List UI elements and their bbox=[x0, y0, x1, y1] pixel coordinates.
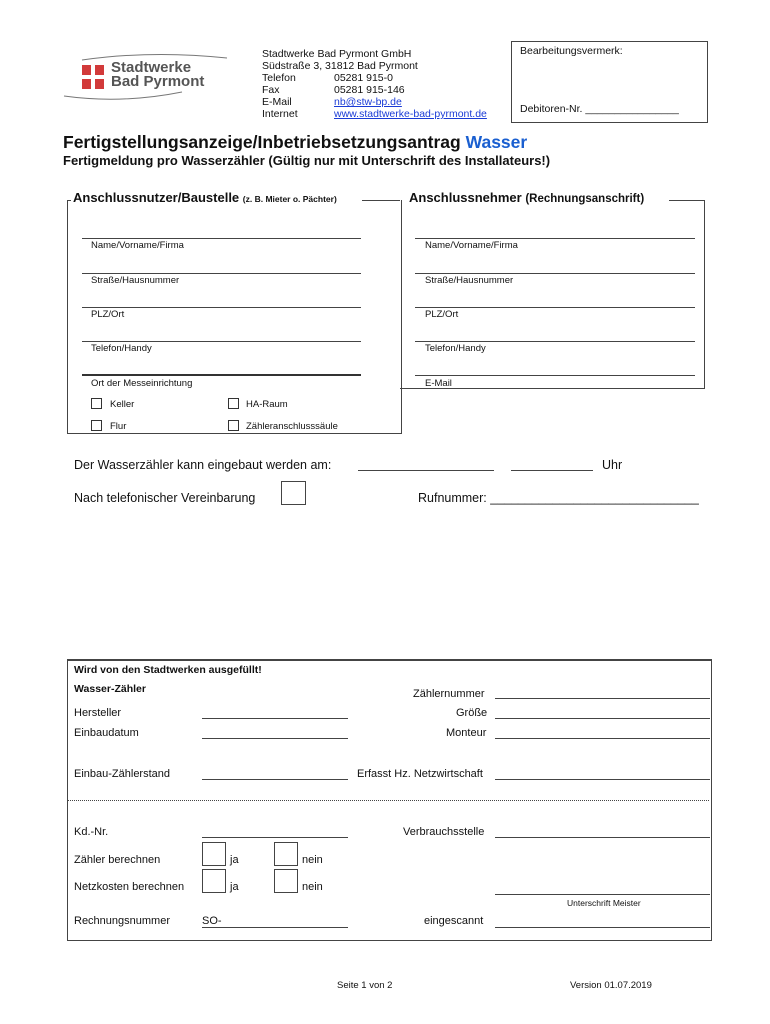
page-subtitle: Fertigmeldung pro Wasserzähler (Gültig nur mit Unterschrift des Installateurs!) bbox=[63, 153, 551, 168]
logo-text-line2: Bad Pyrmont bbox=[111, 73, 205, 90]
netzkosten-ja-label: ja bbox=[230, 881, 239, 893]
right-name-line[interactable] bbox=[415, 238, 695, 239]
left-frame-top-right bbox=[362, 200, 400, 201]
left-phone-label: Telefon/Handy bbox=[91, 343, 152, 354]
rufnummer-field[interactable]: Rufnummer: ______________________________ bbox=[418, 491, 699, 505]
right-frame bbox=[400, 200, 705, 389]
office-divider bbox=[68, 800, 709, 801]
einbau-zaehlerstand-line[interactable] bbox=[202, 779, 348, 780]
email-link[interactable]: nb@stw-bp.de bbox=[334, 96, 402, 108]
einbaudatum-line[interactable] bbox=[202, 738, 348, 739]
uhr-label: Uhr bbox=[602, 458, 623, 472]
right-phone-line[interactable] bbox=[415, 341, 695, 342]
netzwirtschaft-line[interactable] bbox=[495, 779, 710, 780]
monteur-line[interactable] bbox=[495, 738, 710, 739]
monteur-label: Monteur bbox=[446, 727, 487, 739]
left-name-label: Name/Vorname/Firma bbox=[91, 240, 184, 251]
office-subheading: Wasser-Zähler bbox=[74, 683, 146, 695]
right-name-label: Name/Vorname/Firma bbox=[425, 240, 518, 251]
page-title bbox=[63, 132, 527, 153]
left-phone-line[interactable] bbox=[82, 341, 361, 342]
company-name: Stadtwerke Bad Pyrmont GmbH bbox=[262, 48, 412, 60]
left-street-line[interactable] bbox=[82, 273, 361, 274]
hersteller-label: Hersteller bbox=[74, 707, 122, 719]
so-prefix: SO- bbox=[202, 915, 222, 927]
checkbox-zaehleranschlusssaeule[interactable] bbox=[228, 420, 239, 431]
groesse-line[interactable] bbox=[495, 718, 710, 719]
kdnr-line[interactable] bbox=[202, 837, 348, 838]
netzwirtschaft-label: Erfasst Hz. Netzwirtschaft bbox=[357, 768, 483, 780]
page-number: Seite 1 von 2 bbox=[337, 980, 393, 991]
right-zip-line[interactable] bbox=[415, 307, 695, 308]
contact-row: Fax 05281 915-146 bbox=[262, 84, 405, 96]
einbau-zaehlerstand-label: Einbau-Zählerstand bbox=[74, 768, 171, 780]
zaehler-berechnen-label: Zähler berechnen bbox=[74, 854, 161, 866]
netzkosten-nein-label: nein bbox=[302, 881, 323, 893]
right-zip-label: PLZ/Ort bbox=[425, 309, 459, 320]
checkbox-keller[interactable] bbox=[91, 398, 102, 409]
company-logo bbox=[62, 52, 232, 104]
netzkosten-label: Netzkosten berechnen bbox=[74, 881, 185, 893]
keller-label: Keller bbox=[110, 399, 135, 410]
left-heading: Anschlussnutzer/Baustelle (z. B. Mieter o. Pächter) bbox=[73, 190, 337, 205]
company-street: Südstraße 3, 31812 Bad Pyrmont bbox=[262, 60, 418, 72]
rechnungsnummer-line[interactable] bbox=[202, 927, 348, 928]
install-date-label: Der Wasserzähler kann eingebaut werden am: bbox=[74, 458, 332, 472]
zaehler-berechnen-nein-box[interactable] bbox=[274, 842, 298, 866]
groesse-label: Größe bbox=[456, 707, 488, 719]
kdnr-label: Kd.-Nr. bbox=[74, 826, 109, 838]
office-heading: Wird von den Stadtwerken ausgefüllt! bbox=[74, 664, 262, 676]
checkbox-ha-raum[interactable] bbox=[228, 398, 239, 409]
left-street-label: Straße/Hausnummer bbox=[91, 275, 180, 286]
left-name-line[interactable] bbox=[82, 238, 361, 239]
right-email-label: E-Mail bbox=[425, 378, 452, 389]
right-street-label: Straße/Hausnummer bbox=[425, 275, 514, 286]
eingescannt-label: eingescannt bbox=[424, 915, 484, 927]
zaehler-berechnen-ja-label: ja bbox=[230, 854, 239, 866]
website-link[interactable]: www.stadtwerke-bad-pyrmont.de bbox=[334, 108, 487, 120]
zaehler-berechnen-ja-box[interactable] bbox=[202, 842, 226, 866]
signature-line[interactable] bbox=[495, 894, 710, 895]
debitor-field[interactable]: Debitoren-Nr. ________________ bbox=[520, 103, 679, 115]
logo-text-line1: Stadtwerke bbox=[111, 59, 192, 76]
left-zip-label: PLZ/Ort bbox=[91, 309, 125, 320]
phone-agree-checkbox[interactable] bbox=[281, 481, 306, 505]
netzkosten-nein-box[interactable] bbox=[274, 869, 298, 893]
install-date-line[interactable] bbox=[358, 470, 494, 471]
contact-row: E-Mail nb@stw-bp.de bbox=[262, 96, 402, 108]
right-email-line[interactable] bbox=[415, 375, 695, 376]
left-location-line[interactable] bbox=[82, 374, 361, 376]
ha-raum-label: HA-Raum bbox=[246, 399, 288, 410]
phone-agree-label: Nach telefonischer Vereinbarung bbox=[74, 491, 256, 505]
netzkosten-ja-box[interactable] bbox=[202, 869, 226, 893]
title-accent: Wasser bbox=[465, 132, 528, 152]
version: Version 01.07.2019 bbox=[570, 980, 652, 991]
processing-note-label: Bearbeitungsvermerk: bbox=[520, 45, 623, 57]
contact-row: Telefon 05281 915-0 bbox=[262, 72, 393, 84]
signature-label: Unterschrift Meister bbox=[567, 898, 641, 908]
right-phone-label: Telefon/Handy bbox=[425, 343, 486, 354]
hersteller-line[interactable] bbox=[202, 718, 348, 719]
left-zip-line[interactable] bbox=[82, 307, 361, 308]
processing-box bbox=[511, 41, 708, 123]
title-main: Fertigstellungsanzeige/Inbetriebsetzungsantrag bbox=[63, 132, 461, 152]
rechnungsnummer-label: Rechnungsnummer bbox=[74, 915, 170, 927]
left-location-label: Ort der Messeinrichtung bbox=[91, 378, 193, 389]
zaehler-berechnen-nein-label: nein bbox=[302, 854, 323, 866]
left-frame-top bbox=[67, 200, 71, 201]
verbrauchsstelle-line[interactable] bbox=[495, 837, 710, 838]
verbrauchsstelle-label: Verbrauchsstelle bbox=[403, 826, 485, 838]
right-street-line[interactable] bbox=[415, 273, 695, 274]
contact-row: Internet www.stadtwerke-bad-pyrmont.de bbox=[262, 108, 487, 120]
zaehlernummer-label: Zählernummer bbox=[413, 688, 485, 700]
install-time-line[interactable] bbox=[511, 470, 593, 471]
eingescannt-line[interactable] bbox=[495, 927, 710, 928]
right-heading: Anschlussnehmer (Rechnungsanschrift) bbox=[409, 190, 645, 205]
zaehlernummer-line[interactable] bbox=[495, 698, 710, 699]
flur-label: Flur bbox=[110, 421, 127, 432]
checkbox-flur[interactable] bbox=[91, 420, 102, 431]
company-info bbox=[262, 48, 487, 120]
zaehleranschlusssaeule-label: Zähleranschlusssäule bbox=[246, 421, 338, 432]
einbaudatum-label: Einbaudatum bbox=[74, 727, 139, 739]
right-frame-top bbox=[669, 200, 704, 201]
